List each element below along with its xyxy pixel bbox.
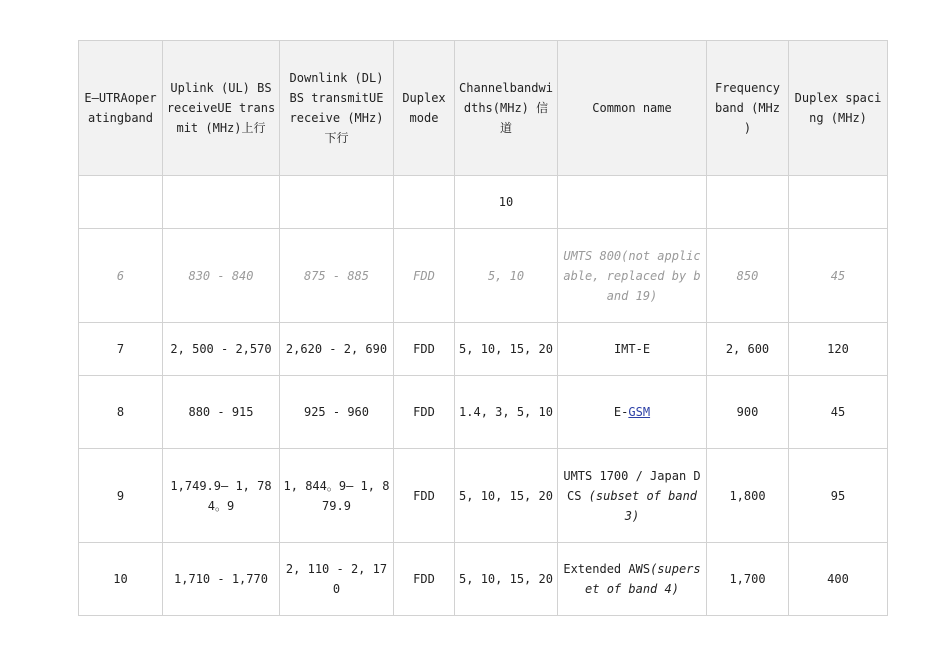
table-row [79, 323, 888, 376]
common-name-text: UMTS 1700 / Japan DCS [563, 468, 701, 503]
cell-downlink: 875 - 885 [280, 229, 394, 323]
cell-downlink: 2,620 - 2, 690 [280, 323, 394, 376]
cell-spacing: 45 [789, 376, 888, 449]
gsm-link[interactable]: GSM [628, 405, 651, 419]
header-band: E—UTRAoperatingband [79, 41, 163, 176]
cell-bandwidth: 5, 10, 15, 20 [455, 449, 558, 543]
cell-band: 8 [79, 376, 163, 449]
cell-uplink: 1,710 - 1,770 [163, 543, 280, 616]
cell-frequency: 2, 600 [707, 323, 789, 376]
header-duplex-spacing: Duplex spacing (MHz) [789, 41, 888, 176]
cell-uplink: 2, 500 - 2,570 [163, 323, 280, 376]
table-row [79, 449, 888, 543]
table-row [79, 176, 888, 229]
cell-band [79, 176, 163, 229]
cell-band: 9 [79, 449, 163, 543]
cell-bandwidth: 5, 10, 15, 20 [455, 323, 558, 376]
cell-bandwidth: 10 [455, 176, 558, 229]
cell-frequency: 850 [707, 229, 789, 323]
header-downlink: Downlink (DL) BS transmitUE receive (MHz) 下行 [280, 41, 394, 176]
cell-mode: FDD [394, 449, 455, 543]
cell-common-name [558, 449, 707, 543]
header-duplex-mode: Duplex mode [394, 41, 455, 176]
cell-uplink: 880 - 915 [163, 376, 280, 449]
cell-downlink [280, 176, 394, 229]
table-row [79, 376, 888, 449]
cell-bandwidth: 5, 10 [455, 229, 558, 323]
cell-mode: FDD [394, 229, 455, 323]
cell-downlink: 2, 110 - 2, 170 [280, 543, 394, 616]
cell-spacing: 45 [789, 229, 888, 323]
cell-uplink: 1,749.9— 1, 784。9 [163, 449, 280, 543]
cell-band: 6 [79, 229, 163, 323]
table-row [79, 229, 888, 323]
cell-downlink: 925 - 960 [280, 376, 394, 449]
cell-frequency: 1,800 [707, 449, 789, 543]
header-row [79, 41, 888, 176]
cell-downlink: 1, 844。9— 1, 879.9 [280, 449, 394, 543]
table-row [79, 543, 888, 616]
cell-frequency: 1,700 [707, 543, 789, 616]
cell-spacing [789, 176, 888, 229]
cell-bandwidth: 1.4, 3, 5, 10 [455, 376, 558, 449]
cell-frequency [707, 176, 789, 229]
header-common-name: Common name [558, 41, 707, 176]
header-channel-bandwidth: Channelbandwidths(MHz) 信道 [455, 41, 558, 176]
common-name-note: (subset of band 3) [588, 488, 698, 523]
common-name-text: Extended AWS [563, 562, 651, 576]
cell-band: 10 [79, 543, 163, 616]
cell-bandwidth: 5, 10, 15, 20 [455, 543, 558, 616]
cell-uplink: 830 - 840 [163, 229, 280, 323]
common-name-note: (superset of band 4) [585, 562, 701, 596]
cell-frequency: 900 [707, 376, 789, 449]
cell-mode: FDD [394, 543, 455, 616]
cell-uplink [163, 176, 280, 229]
common-name-prefix: E- [613, 405, 629, 419]
cell-common-name [558, 176, 707, 229]
cell-common-name [558, 543, 707, 616]
cell-mode: FDD [394, 376, 455, 449]
header-frequency-band: Frequency band (MHz ) [707, 41, 789, 176]
cell-band: 7 [79, 323, 163, 376]
cell-mode [394, 176, 455, 229]
cell-common-name: IMT-E [558, 323, 707, 376]
cell-common-name [558, 376, 707, 449]
cell-spacing: 120 [789, 323, 888, 376]
cell-spacing: 95 [789, 449, 888, 543]
header-uplink: Uplink (UL) BS receiveUE transmit (MHz)上行 [163, 41, 280, 176]
lte-bands-table [78, 40, 888, 616]
cell-spacing: 400 [789, 543, 888, 616]
cell-common-name: UMTS 800(not applicable, replaced by band 19) [558, 229, 707, 323]
cell-mode: FDD [394, 323, 455, 376]
